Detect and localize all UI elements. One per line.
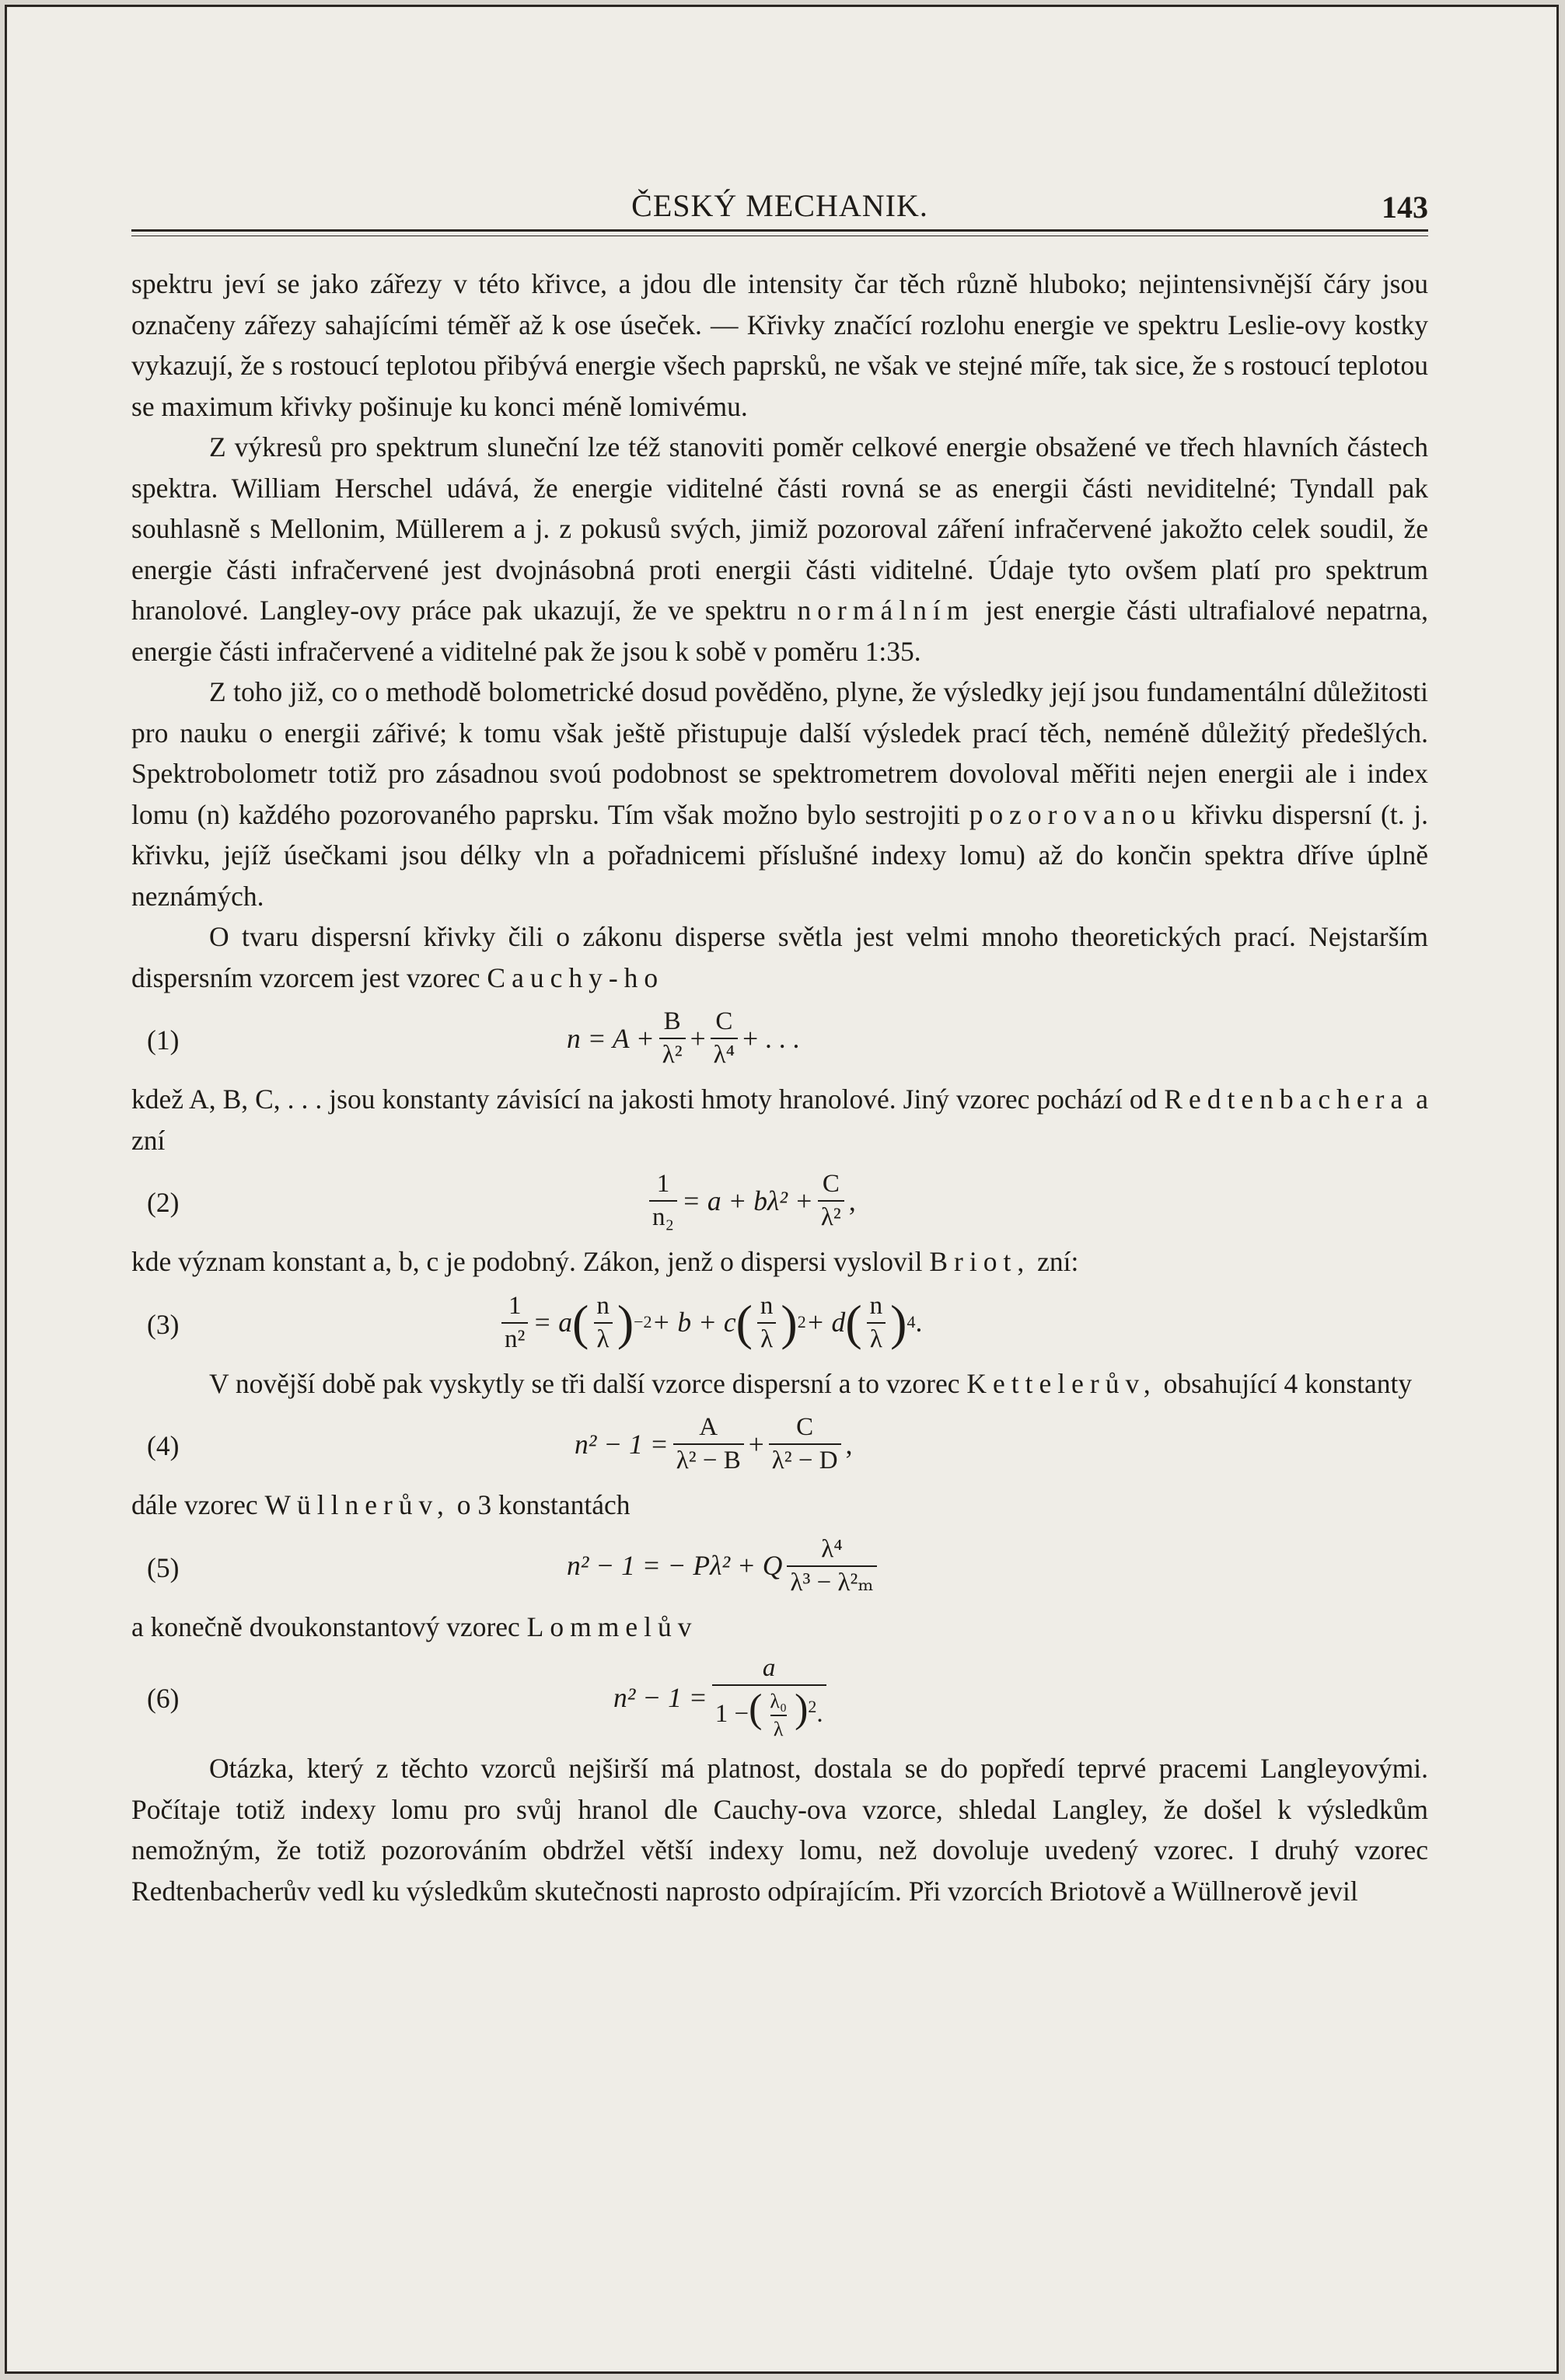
eq4-lhs: n² − 1 = bbox=[575, 1428, 669, 1460]
eq6-paren-close: ) bbox=[795, 1686, 809, 1731]
eq6-num-a: a bbox=[762, 1653, 776, 1682]
eq1-frac-b-den: λ² bbox=[659, 1038, 686, 1068]
eq6-inner-den: λ bbox=[770, 1715, 787, 1740]
eq4-plus: + bbox=[748, 1428, 764, 1460]
paragraph-2-text: Z výkresů pro spektrum sluneční lze též stanoviti poměr celkové energie obsažené ve třech hlavních částech spektra. William Herschel udává, že energie viditelné části rovná se as energii části neviditelné; Tyndall pak souhlasně s Mellonim, Müllerem a j. z pokusů svých, jimiž pozoroval záření infračervené jakožto celek soudil, že energie části infračervené jest dvojnásobná proti energii části viditelné. Údaje tyto ovšem platí pro spektrum hranolové. Langley-ovy práce pak ukazují, že ve spektru bbox=[131, 431, 1428, 626]
paragraph-3-text: Z toho již, co o methodě bolometrické dosud pověděno, plyne, že výsledky její jsou fundamentální důležitosti pro nauku o energii zářivé; k tomu však ještě přistupuje další výsledek prací těch, neméně důležitý předešlých. Spektrobolometr totiž pro zásadnou svoú podobnost se spektrometrem dovoloval měřiti nejen energii ale i index lomu (n) každého pozorovaného paprsku. Tím však možno bylo sestrojiti bbox=[131, 676, 1428, 830]
eq1-frac-c-den: λ⁴ bbox=[711, 1038, 739, 1068]
eq3-frac-2 bbox=[757, 1293, 777, 1352]
equation-1 bbox=[131, 998, 1428, 1079]
eq3-frac-2-den: λ bbox=[757, 1322, 776, 1352]
equation-5 bbox=[131, 1526, 1428, 1607]
eq4-frac-a-den: λ² − B bbox=[673, 1443, 744, 1474]
eq1-plus: + bbox=[690, 1022, 706, 1054]
eq3-lhs-den: n² bbox=[501, 1322, 528, 1352]
eq6-paren-open: ( bbox=[749, 1686, 763, 1731]
eq6-frac bbox=[712, 1653, 826, 1741]
paragraph-1: spektru jeví se jako zářezy v této křivce, a jdou dle intensity čar těch různě hluboko; nejintensivnější čáry jsou označeny zářezy sahajícími téměř až k ose úseček. — Křivky značící rozlohu energie ve spektru Leslie-ovy kostky vykazují, že s rostoucí teplotou přibývá energie všech paprsků, ne však ve stejné míře, tak sice, že s rostoucí teplotou se maximum křivky pošinuje ku konci méně lomivému. bbox=[131, 268, 1428, 422]
eq3-lhs-num: 1 bbox=[508, 1291, 522, 1320]
equation-6-label: (6) bbox=[147, 1683, 180, 1714]
name-cauchy: Cauchy-ho bbox=[487, 961, 665, 993]
equation-2-body bbox=[645, 1160, 856, 1241]
equation-5-label: (5) bbox=[147, 1551, 180, 1583]
eq3-lhs-frac bbox=[501, 1293, 528, 1352]
eq2-lhs-frac bbox=[649, 1171, 677, 1230]
equation-6-body bbox=[613, 1647, 831, 1748]
paragraph-6-text: kde význam konstant a, b, c je podobný. Zákon, jenž o dispersi vyslovil bbox=[131, 1246, 923, 1277]
eq3-paren-open-1: ( bbox=[572, 1294, 589, 1350]
eq3-frac-3-den: λ bbox=[867, 1322, 886, 1352]
eq3-paren-close-3: ) bbox=[890, 1294, 907, 1350]
eq3-d: + d bbox=[805, 1307, 846, 1338]
paragraph-5 bbox=[131, 1079, 1428, 1160]
eq3-tail: . bbox=[915, 1307, 923, 1338]
eq2-frac-c bbox=[818, 1171, 844, 1230]
paragraph-2-end: jest energie části ultrafialové nepatrna, energie části infračervené a viditelné pak že jsou k sobě v poměru 1:35. bbox=[131, 595, 1429, 667]
eq3-paren-open-3: ( bbox=[845, 1294, 862, 1350]
eq3-exp-2: 2 bbox=[797, 1312, 806, 1332]
paragraph-2 bbox=[131, 427, 1428, 672]
eq6-lhs: n² − 1 = bbox=[613, 1681, 707, 1713]
paragraph-8-end: o 3 konstantách bbox=[456, 1489, 631, 1520]
equation-6 bbox=[131, 1647, 1428, 1748]
eq4-frac-a-num: A bbox=[699, 1413, 718, 1441]
eq3-frac-3-num: n bbox=[869, 1291, 883, 1320]
eq6-den-pre: 1 − bbox=[714, 1699, 749, 1728]
paragraph-6-end: zní: bbox=[1037, 1246, 1079, 1277]
name-briot: Briot, bbox=[929, 1246, 1031, 1277]
running-title: ČESKÝ MECHANIK. bbox=[631, 188, 928, 223]
eq5-frac-num: λ⁴ bbox=[821, 1534, 843, 1563]
paragraph-9-text: a konečně dvoukonstantový vzorec bbox=[131, 1611, 520, 1642]
eq6-inner-num: λ₀ bbox=[770, 1690, 788, 1713]
eq2-tail: , bbox=[848, 1185, 856, 1216]
eq3-frac-1-num: n bbox=[596, 1291, 610, 1320]
eq3-frac-1 bbox=[593, 1293, 613, 1352]
paragraph-6 bbox=[131, 1241, 1428, 1282]
equation-3 bbox=[131, 1282, 1428, 1363]
eq3-paren-open-2: ( bbox=[735, 1294, 753, 1350]
page bbox=[5, 5, 1559, 2374]
paragraph-3 bbox=[131, 672, 1428, 916]
eq3-frac-3 bbox=[867, 1293, 886, 1352]
eq2-frac-c-num: C bbox=[822, 1170, 840, 1198]
eq1-frac-b-num: B bbox=[663, 1007, 681, 1035]
paragraph-7-end: obsahující 4 konstanty bbox=[1163, 1367, 1413, 1399]
paragraph-8 bbox=[131, 1485, 1428, 1526]
name-redtenbacher: Redtenbachera bbox=[1164, 1084, 1410, 1115]
eq4-frac-a bbox=[673, 1415, 744, 1474]
eq2-mid: = a + bλ² + bbox=[682, 1185, 813, 1216]
page-header bbox=[131, 187, 1428, 225]
equation-4-label: (4) bbox=[147, 1430, 180, 1461]
eq4-frac-c-den: λ² − D bbox=[769, 1443, 841, 1474]
eq4-tail: , bbox=[845, 1428, 853, 1460]
equation-4-body bbox=[575, 1404, 852, 1485]
equation-1-body bbox=[567, 998, 799, 1079]
eq3-paren-close-1: ) bbox=[617, 1294, 634, 1350]
eq3-a: = a bbox=[533, 1307, 572, 1338]
eq6-frac-den bbox=[712, 1684, 826, 1740]
eq3-frac-1-den: λ bbox=[594, 1322, 613, 1352]
paragraph-3-end: křivku dispersní (t. j. křivku, jejíž úsečkami jsou délky vln a pořadnicemi příslušné indexy lomu) až do končin spektra dříve úplně neznámých. bbox=[131, 798, 1429, 912]
eq5-frac bbox=[787, 1534, 876, 1597]
eq5-lhs: n² − 1 = − Pλ² + Q bbox=[567, 1550, 783, 1582]
equation-2-label: (2) bbox=[147, 1187, 180, 1218]
eq2-lhs-den: n₂ bbox=[649, 1200, 677, 1230]
eq2-frac-c-den: λ² bbox=[818, 1200, 844, 1230]
eq1-frac-b bbox=[659, 1009, 686, 1068]
equation-3-label: (3) bbox=[147, 1308, 180, 1340]
equation-2 bbox=[131, 1160, 1428, 1241]
name-ketteler: Kettelerův, bbox=[966, 1367, 1157, 1399]
paragraph-5-text: kdež A, B, C, . . . jsou konstanty závisící na jakosti hmoty hranolové. Jiný vzorec pochází od bbox=[131, 1084, 1158, 1115]
eq4-frac-c-num: C bbox=[796, 1413, 814, 1441]
eq4-frac-c bbox=[769, 1415, 841, 1474]
eq5-frac-den: λ³ − λ²ₘ bbox=[787, 1565, 876, 1596]
eq3-b: + b + c bbox=[652, 1307, 736, 1338]
emphasis-normalnim: normálním bbox=[797, 595, 975, 626]
eq6-frac-num bbox=[760, 1653, 779, 1684]
paragraph-7-text: V novější době pak vyskytly se tři další vzorce dispersní a to vzorec bbox=[209, 1367, 960, 1399]
eq3-exp-3: 4 bbox=[907, 1312, 916, 1332]
equation-4 bbox=[131, 1404, 1428, 1485]
eq1-tail: + . . . bbox=[742, 1022, 800, 1054]
page-number: 143 bbox=[1382, 190, 1428, 225]
header-rule-thick bbox=[131, 229, 1428, 232]
equation-5-body bbox=[567, 1526, 882, 1607]
equation-1-label: (1) bbox=[147, 1024, 180, 1056]
emphasis-pozorovanou: pozorovanou bbox=[969, 798, 1182, 830]
eq3-frac-2-num: n bbox=[760, 1291, 774, 1320]
eq6-inner-frac bbox=[767, 1691, 790, 1740]
article-body bbox=[131, 263, 1428, 1911]
paragraph-8-text: dále vzorec bbox=[131, 1489, 258, 1520]
eq3-paren-close-2: ) bbox=[781, 1294, 798, 1350]
name-wullner: Wüllnerův, bbox=[264, 1489, 450, 1520]
eq6-exp: 2 bbox=[808, 1696, 817, 1716]
eq1-lhs: n = A + bbox=[567, 1022, 655, 1054]
paragraph-5-end: a zní bbox=[131, 1084, 1428, 1156]
eq3-exp-1: −2 bbox=[634, 1312, 652, 1332]
eq2-lhs-num: 1 bbox=[656, 1170, 670, 1198]
eq1-frac-c bbox=[711, 1009, 739, 1068]
paragraph-10: Otázka, který z těchto vzorců nejširší má platnost, dostala se do popředí teprvé pracemi Langleyovými. Počítaje totiž indexy lomu pro svůj hranol dle Cauchy-ova vzorce, shledal Langley, že došel k výsledkům nemožným, že totiž pozorováním obdržel větší indexy lomu, než dovoluje uvedený vzorec. I druhý vzorec Redtenbacherův vedl ku výsledkům skutečnosti naprosto odpírajícím. Při vzorcích Briotově a Wüllnerově jevil bbox=[131, 1753, 1428, 1907]
paragraph-7 bbox=[131, 1363, 1428, 1405]
paragraph-9 bbox=[131, 1607, 1428, 1648]
paragraph-4 bbox=[131, 916, 1428, 998]
name-lommel: Lommelův bbox=[526, 1611, 698, 1642]
eq6-tail: . bbox=[816, 1699, 823, 1728]
paragraph-4-text: O tvaru dispersní křivky čili o zákonu disperse světla jest velmi mnoho theoretických prací. Nejstarším dispersním vzorcem jest vzorec bbox=[131, 921, 1428, 993]
equation-3-body bbox=[497, 1282, 922, 1363]
eq1-frac-c-num: C bbox=[715, 1007, 733, 1035]
